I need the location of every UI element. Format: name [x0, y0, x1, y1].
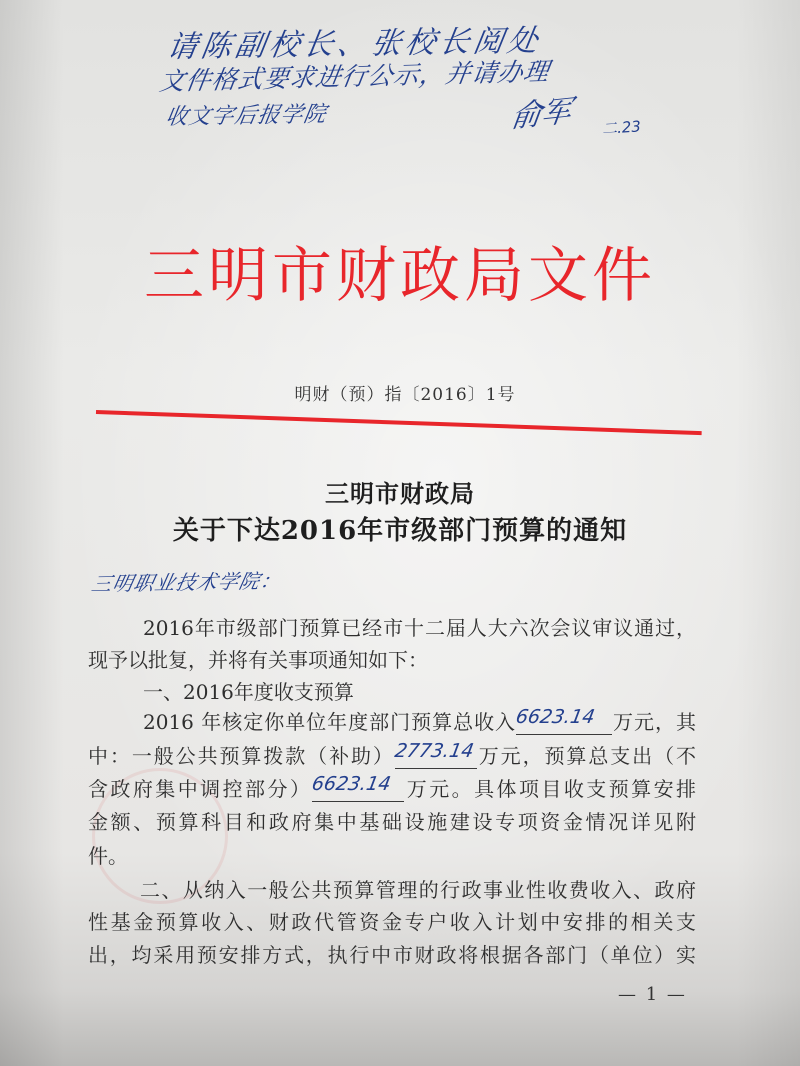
- total-expenditure-blank: [310, 773, 404, 802]
- grant-line-suffix: 万元，预算总支出（不: [476, 744, 697, 768]
- handwritten-instruction-line-3: 收文字后报学院: [163, 102, 329, 131]
- body-intro-line-2: 现予以批复，并将有关事项通知如下：: [88, 648, 428, 672]
- grant-line: [88, 740, 697, 769]
- expense-line: [88, 773, 697, 802]
- document-number: 明财（预）指〔2016〕1号: [294, 385, 516, 405]
- total-income-value: 6623.14: [514, 706, 597, 728]
- section2-line-2: 性基金预算收入、财政代管资金专户收入计划中安排的相关支: [88, 910, 696, 934]
- grant-line-prefix: 中：一般公共预算拨款（补助）: [88, 744, 395, 768]
- handwritten-instruction-line-2: 文件格式要求进行公示，并请办理: [157, 56, 552, 97]
- section2-line-3: 出，均采用预安排方式，执行中市财政将根据各部门（单位）实: [88, 943, 696, 967]
- total-income-blank: [514, 706, 612, 735]
- page-number: — 1 —: [618, 984, 687, 1005]
- handwritten-signature: 俞军: [508, 93, 574, 136]
- detail-line-2: 件。: [88, 844, 128, 868]
- income-line-suffix: 万元，其: [612, 710, 696, 734]
- red-divider-line: [96, 410, 702, 435]
- handwritten-date: 二.23: [601, 117, 642, 138]
- detail-line-1: 金额、预算科目和政府集中基础设施建设专项资金情况详见附: [88, 810, 696, 834]
- addressee: 三明职业技术学院：: [89, 568, 284, 596]
- section1-heading: 一、2016年度收支预算: [143, 680, 354, 704]
- income-line: [143, 706, 696, 735]
- expense-line-prefix: 含政府集中调控部分）: [88, 777, 313, 801]
- handwritten-instruction-line-1: 请陈副校长、张校长阅处: [164, 23, 545, 66]
- notice-subject: 关于下达2016年市级部门预算的通知: [172, 516, 628, 546]
- document-header-title: 三明市财政局文件: [144, 241, 656, 311]
- public-budget-grant-blank: [392, 740, 477, 769]
- public-budget-grant-value: 2773.14: [392, 740, 476, 762]
- issuer-name: 三明市财政局: [325, 479, 475, 508]
- income-line-prefix: 2016 年核定你单位年度部门预算总收入: [143, 710, 517, 734]
- section2-line-1: 二、从纳入一般公共预算管理的行政事业性收费收入、政府: [140, 878, 696, 902]
- total-expenditure-value: 6623.14: [310, 773, 393, 795]
- body-intro-line-1: 2016年市级部门预算已经市十二届人大六次会议审议通过，: [143, 616, 696, 640]
- expense-line-suffix: 万元。具体项目收支预算安排: [404, 777, 697, 801]
